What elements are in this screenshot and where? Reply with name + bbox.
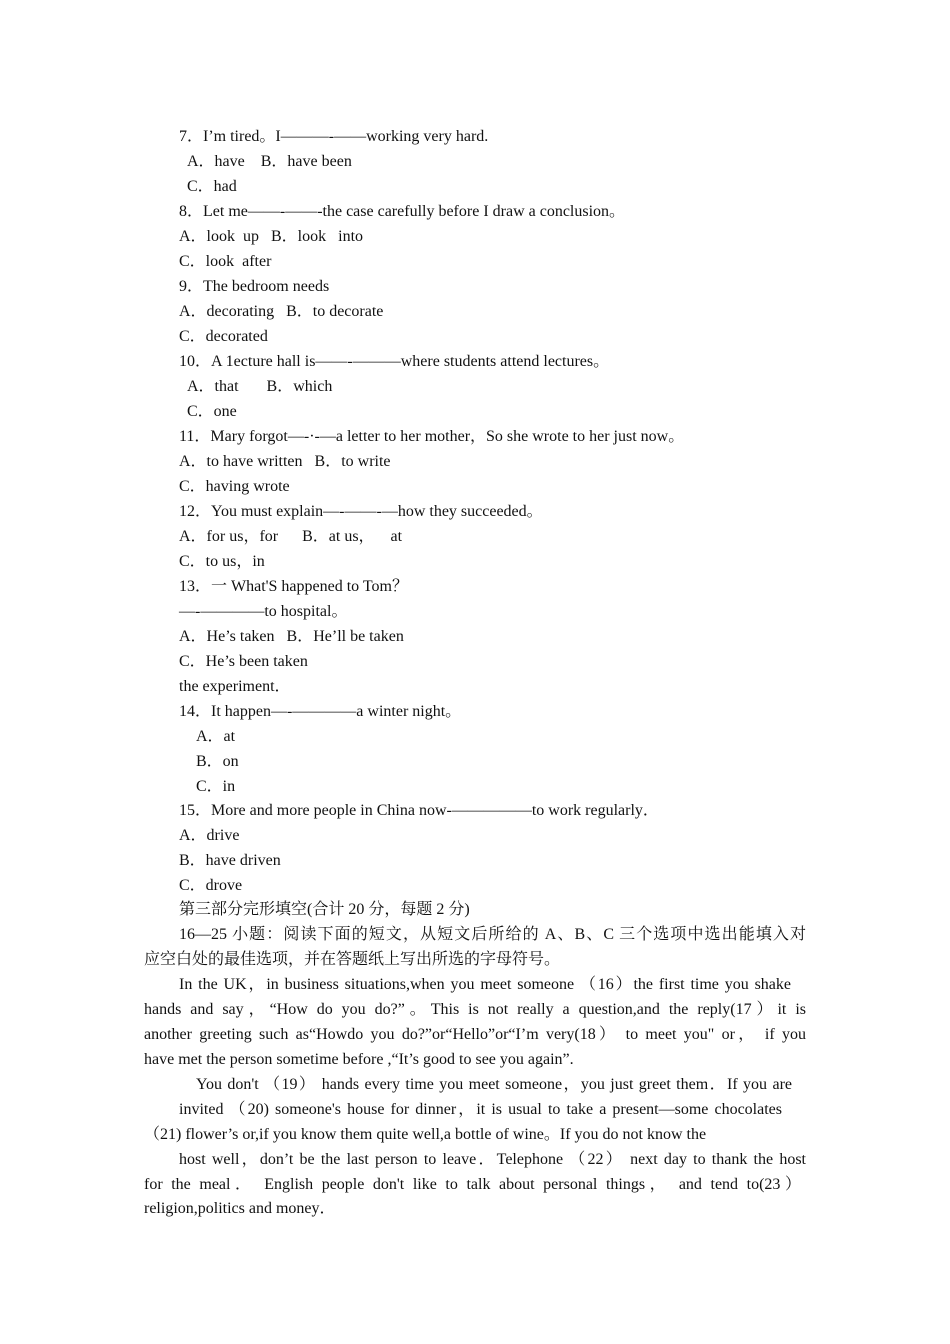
question-15-option-a: A．drive bbox=[179, 827, 240, 844]
question-15-option-c: C．drove bbox=[179, 877, 243, 894]
question-13-response: —-————to hospital。 bbox=[179, 603, 348, 620]
cloze-passage-line-6: invited （20) someone's house for dinner，it is usual to take a present—some chocolates bbox=[179, 1101, 783, 1118]
cloze-passage-line-3: another greeting such as“Howdo you do?”or“Hello”or“I’m very(18） to meet you" or， if you bbox=[144, 1026, 806, 1043]
cloze-passage-line-8: host well，don’t be the last person to leave．Telephone （22） next day to thank the host bbox=[179, 1151, 806, 1168]
cloze-passage-line-2: hands and say，“How do you do?”。This is not really a question,and the reply(17）it is bbox=[144, 1001, 806, 1018]
cloze-passage-line-5: You don't （19） hands every time you meet someone，you just greet them．If you are bbox=[196, 1076, 792, 1093]
question-12-options-ab: A．for us，for B．at us， at bbox=[179, 528, 403, 545]
question-13-option-c: C．He’s been taken bbox=[179, 653, 308, 670]
question-8-option-c: C．look after bbox=[179, 253, 272, 270]
question-9: 9．The bedroom needs bbox=[179, 278, 330, 295]
cloze-passage-line-4: have met the person sometime before ,“It’s good to see you again”. bbox=[144, 1051, 574, 1068]
question-13: 13．一 What'S happened to Tom？ bbox=[179, 578, 408, 595]
question-11-option-c: C．having wrote bbox=[179, 478, 290, 495]
question-8: 8．Let me——-——-the case carefully before I draw a conclusion。 bbox=[179, 203, 626, 220]
question-7: 7．I’m tired。I———-——working very hard. bbox=[179, 128, 489, 145]
question-15-option-b: B．have driven bbox=[179, 852, 281, 869]
question-11-options-ab: A．to have written B．to write bbox=[179, 453, 391, 470]
question-7-option-c: C．had bbox=[187, 178, 237, 195]
cloze-instructions-line-2: 应空白处的最佳选项，并在答题纸上写出所选的字母符号。 bbox=[144, 951, 561, 968]
question-14-option-a: A．at bbox=[196, 728, 236, 745]
question-15: 15．More and more people in China now-—————to work regularly． bbox=[179, 802, 659, 819]
question-9-option-c: C．decorated bbox=[179, 328, 268, 345]
question-8-options-ab: A．look up B．look into bbox=[179, 228, 364, 245]
question-10-options-ab: A．that B．which bbox=[187, 378, 333, 395]
question-12: 12．You must explain—-——-—how they succeeded。 bbox=[179, 503, 543, 520]
cloze-instructions-line-1: 16—25 小题：阅读下面的短文，从短文后所给的 A、B、C 三个选项中选出能填入对 bbox=[179, 926, 806, 943]
question-10: 10．A 1ecture hall is——-———where students attend lectures。 bbox=[179, 353, 610, 370]
cloze-passage-line-1: In the UK，in business situations,when you meet someone （16）the first time you shake bbox=[179, 976, 791, 993]
question-14: 14．It happen—-————a winter night。 bbox=[179, 703, 462, 720]
question-12-option-c: C．to us，in bbox=[179, 553, 265, 570]
question-13-options-ab: A．He’s taken B．He’ll be taken bbox=[179, 628, 404, 645]
question-10-option-c: C．one bbox=[187, 403, 237, 420]
cloze-passage-line-10: religion,politics and money． bbox=[144, 1200, 336, 1217]
cloze-passage-line-7: （21) flower’s or,if you know them quite well,a bottle of wine。If you do not know the bbox=[144, 1126, 707, 1143]
cloze-passage-line-9: for the meal． English people don't like to talk about personal things， and tend to(23） bbox=[144, 1176, 801, 1193]
stray-text-line: the experiment． bbox=[179, 678, 291, 695]
question-14-option-b: B．on bbox=[196, 753, 239, 770]
question-11: 11．Mary forgot—-·-—a letter to her mother，So she wrote to her just now。 bbox=[179, 428, 685, 445]
question-7-options-ab: A．have B．have been bbox=[187, 153, 352, 170]
question-14-option-c: C．in bbox=[196, 778, 236, 795]
question-9-options-ab: A．decorating B．to decorate bbox=[179, 303, 384, 320]
section-3-heading: 第三部分完形填空(合计 20 分，每题 2 分) bbox=[179, 901, 470, 918]
